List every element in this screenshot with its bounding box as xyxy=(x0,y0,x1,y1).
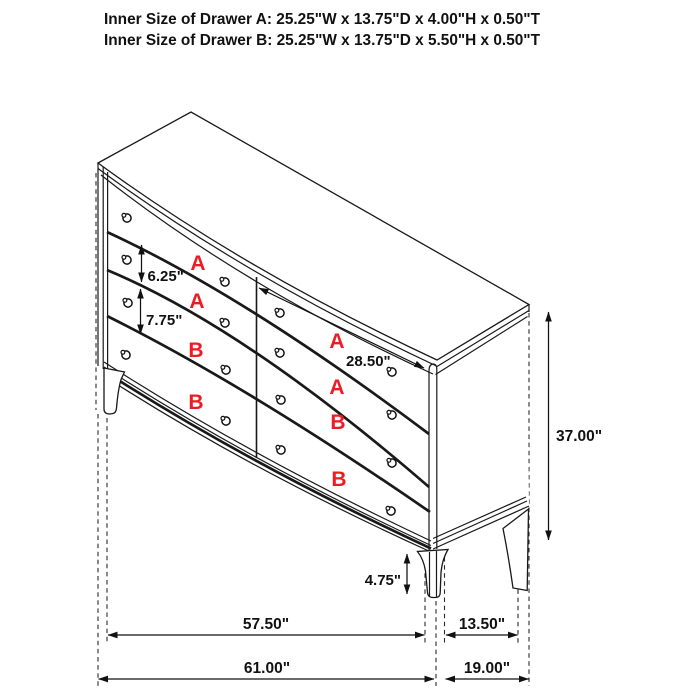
front-right-leg xyxy=(418,550,449,598)
dim-drawer-b-height: 7.75" xyxy=(146,312,183,329)
dim-depth-between-legs: 13.50" xyxy=(458,616,506,633)
dim-overall-width: 61.00" xyxy=(243,660,291,677)
drawer-label-right-4: B xyxy=(331,468,347,491)
dim-width-between-legs: 57.50" xyxy=(242,616,290,633)
dim-leg-height: 4.75" xyxy=(364,572,401,589)
dim-overall-depth: 19.00" xyxy=(463,660,511,677)
drawer-label-right-3: B xyxy=(330,411,346,434)
dresser-drawing xyxy=(98,112,529,598)
header-text xyxy=(104,11,541,49)
drawer-b-inner-size-text: Inner Size of Drawer B: 25.25"W x 13.75"D x 5.50"H x 0.50"T xyxy=(104,32,541,49)
back-right-leg xyxy=(503,509,529,591)
drawer-a-inner-size-text: Inner Size of Drawer A: 25.25"W x 13.75"D x 4.00"H x 0.50"T xyxy=(104,11,541,28)
drawer-label-left-4: B xyxy=(188,391,204,414)
dim-overall-height: 37.00" xyxy=(556,428,603,445)
drawer-label-right-2: A xyxy=(329,376,345,399)
drawer-label-left-2: A xyxy=(189,290,205,313)
drawer-label-left-3: B xyxy=(188,339,204,362)
dim-drawer-section-width: 28.50" xyxy=(346,353,391,370)
drawer-label-right-1: A xyxy=(329,330,345,353)
dim-drawer-a-height: 6.25" xyxy=(147,268,184,285)
drawer-label-left-1: A xyxy=(190,252,206,275)
front-left-leg xyxy=(104,368,125,414)
